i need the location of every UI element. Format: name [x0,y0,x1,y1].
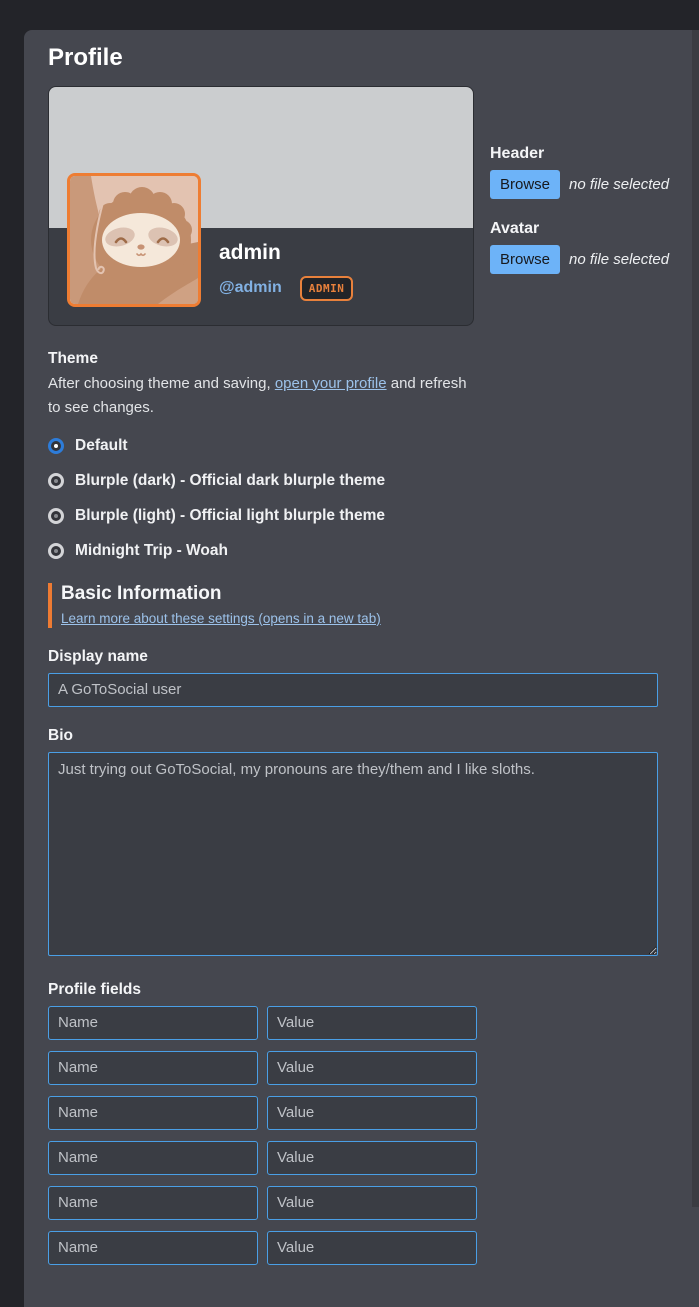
theme-label: Theme [48,349,98,367]
admin-role-badge: ADMIN [300,276,354,301]
theme-option-label[interactable]: Default [75,436,128,454]
field-name-input[interactable] [48,1096,258,1130]
display-name-label: Display name [48,647,148,665]
field-value-input[interactable] [267,1141,477,1175]
header-upload-group [490,145,669,199]
username-row [219,276,473,301]
profile-field-row [48,1096,675,1130]
theme-options-list [48,437,675,560]
field-name-input[interactable] [48,1006,258,1040]
theme-help-prefix: After choosing theme and saving, [48,374,275,392]
profile-field-row [48,1186,675,1220]
theme-option-midnight-trip[interactable] [48,542,675,560]
bio-textarea[interactable] [48,752,658,956]
avatar-browse-button[interactable]: Browse [490,245,560,274]
file-upload-column [490,86,669,274]
basic-information-section [48,583,675,1265]
theme-option-default[interactable] [48,437,675,455]
profile-fields-rows [48,1006,675,1265]
basic-information-header [48,583,675,628]
theme-option-label[interactable]: Blurple (light) - Official light blurple theme [75,506,385,524]
sloth-avatar-icon [70,176,198,304]
profile-preview-section [48,86,675,326]
radio-selected-icon[interactable] [48,438,64,454]
profile-display-name: admin [219,240,281,264]
avatar-upload-group [490,220,669,274]
header-file-status: no file selected [569,175,670,193]
bio-field [48,727,675,961]
theme-option-blurple-dark[interactable] [48,472,675,490]
avatar-file-status: no file selected [569,250,670,268]
field-value-input[interactable] [267,1231,477,1265]
profile-username: @admin [219,279,282,297]
display-name-field [48,648,675,707]
open-your-profile-link[interactable]: open your profile [274,374,387,392]
field-value-input[interactable] [267,1006,477,1040]
avatar-upload-row [490,245,669,274]
profile-field-row [48,1006,675,1040]
field-name-input[interactable] [48,1231,258,1265]
profile-fields-group [48,981,675,1265]
theme-option-blurple-light[interactable] [48,507,675,525]
theme-help-text [48,372,476,420]
field-value-input[interactable] [267,1096,477,1130]
display-name-input[interactable] [48,673,658,707]
field-name-input[interactable] [48,1051,258,1085]
field-name-input[interactable] [48,1186,258,1220]
learn-more-link[interactable]: Learn more about these settings (opens in a new tab) [61,610,381,626]
theme-section [48,350,675,560]
profile-field-row [48,1051,675,1085]
profile-preview-card [48,86,474,326]
avatar-upload-label: Avatar [490,219,540,237]
theme-option-label[interactable]: Midnight Trip - Woah [75,541,228,559]
bio-label: Bio [48,726,73,744]
theme-help-suffix: and refresh to see changes. [48,374,467,416]
scrollbar-track[interactable] [692,30,699,1207]
profile-fields-label: Profile fields [48,980,142,998]
avatar-image [67,173,201,307]
radio-unselected-icon[interactable] [48,473,64,489]
header-upload-label: Header [490,144,545,162]
theme-option-label[interactable]: Blurple (dark) - Official dark blurple theme [75,471,386,489]
field-value-input[interactable] [267,1051,477,1085]
page-title: Profile [48,44,123,71]
settings-panel [24,30,699,1307]
field-name-input[interactable] [48,1141,258,1175]
field-value-input[interactable] [267,1186,477,1220]
radio-unselected-icon[interactable] [48,508,64,524]
radio-unselected-icon[interactable] [48,543,64,559]
profile-field-row [48,1141,675,1175]
header-upload-row [490,170,669,199]
basic-information-heading: Basic Information [61,582,222,604]
header-browse-button[interactable]: Browse [490,170,560,199]
profile-field-row [48,1231,675,1265]
